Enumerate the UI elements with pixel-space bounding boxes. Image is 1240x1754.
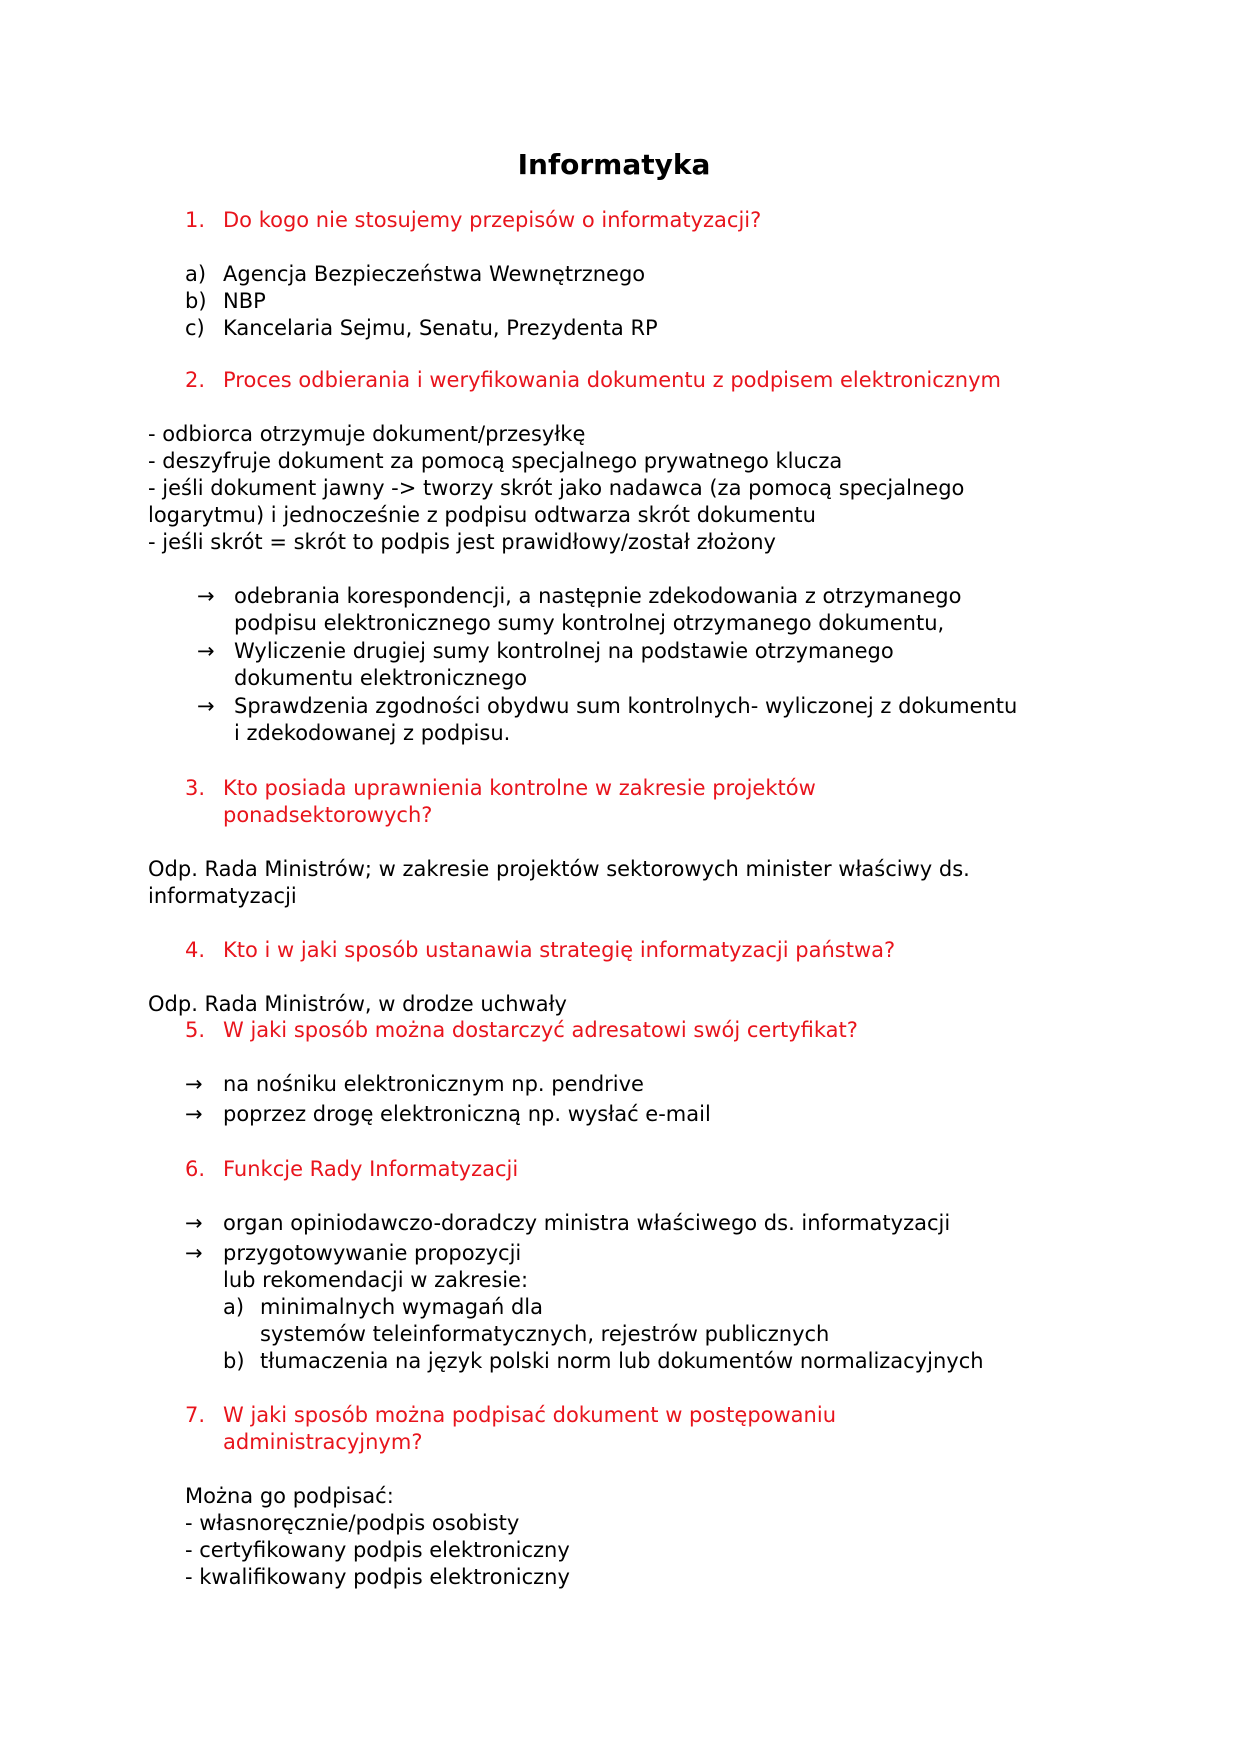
list-item: Kancelaria Sejmu, Senatu, Prezydenta RP [223, 316, 658, 340]
list-item: poprzez drogę elektroniczną np. wysłać e-mail [223, 1102, 711, 1126]
list-marker: a) [223, 1295, 245, 1319]
arrow-right-icon: → [197, 694, 215, 718]
list-item: organ opiniodawczo-doradczy ministra właściwego ds. informatyzacji [223, 1211, 951, 1235]
question-text: W jaki sposób można podpisać dokument w postępowaniu [223, 1403, 837, 1427]
question-number: 5. [185, 1018, 206, 1042]
list-item: Sprawdzenia zgodności obydwu sum kontrolnych- wyliczonej z dokumentu [234, 694, 1018, 718]
list-item: Wyliczenie drugiej sumy kontrolnej na podstawie otrzymanego [234, 639, 894, 663]
list-item: odebrania korespondencji, a następnie zdekodowania z otrzymanego [234, 584, 962, 608]
text-line: - własnoręcznie/podpis osobisty [185, 1511, 520, 1535]
list-marker: c) [185, 316, 205, 340]
list-item-cont: i zdekodowanej z podpisu. [234, 721, 511, 745]
answer-text: Odp. Rada Ministrów; w zakresie projektów sektorowych minister właściwy ds. [148, 857, 970, 881]
question-number: 7. [185, 1403, 206, 1427]
text-line: - kwalifikowany podpis elektroniczny [185, 1565, 570, 1589]
arrow-right-icon: → [185, 1211, 203, 1235]
list-item: przygotowywanie propozycji [223, 1241, 522, 1265]
arrow-right-icon: → [185, 1241, 203, 1265]
list-item: Agencja Bezpieczeństwa Wewnętrznego [223, 262, 646, 286]
text-line: - odbiorca otrzymuje dokument/przesyłkę [148, 422, 586, 446]
list-marker: a) [185, 262, 207, 286]
sub-list-item: minimalnych wymagań dla [260, 1295, 544, 1319]
question-text-cont: administracyjnym? [223, 1430, 423, 1454]
list-marker: b) [185, 289, 207, 313]
answer-intro: Można go podpisać: [185, 1484, 394, 1508]
question-number: 2. [185, 368, 206, 392]
list-item: NBP [223, 289, 266, 313]
arrow-right-icon: → [197, 584, 215, 608]
question-number: 4. [185, 938, 206, 962]
arrow-right-icon: → [185, 1072, 203, 1096]
question-text: Kto i w jaki sposób ustanawia strategię informatyzacji państwa? [223, 938, 896, 962]
question-text: Kto posiada uprawnienia kontrolne w zakresie projektów [223, 776, 816, 800]
list-item-cont: podpisu elektronicznego sumy kontrolnej otrzymanego dokumentu, [234, 611, 945, 635]
answer-4: Odp. Rada Ministrów, w drodze uchwały [148, 992, 567, 1016]
question-text: W jaki sposób można dostarczyć adresatowi swój certyfikat? [223, 1018, 858, 1042]
list-marker: b) [223, 1349, 245, 1373]
answer-text-cont: informatyzacji [148, 884, 297, 908]
sub-list-item: tłumaczenia na język polski norm lub dokumentów normalizacyjnych [260, 1349, 984, 1373]
list-item-cont: lub rekomendacji w zakresie: [223, 1268, 529, 1292]
question-number: 1. [185, 208, 206, 232]
sub-list-item-cont: systemów teleinformatycznych, rejestrów publicznych [260, 1322, 830, 1346]
question-text: Proces odbierania i weryfikowania dokumentu z podpisem elektronicznym [223, 368, 1002, 392]
text-line: - certyfikowany podpis elektroniczny [185, 1538, 570, 1562]
text-line: - jeśli skrót = skrót to podpis jest prawidłowy/został złożony [148, 530, 776, 554]
question-number: 6. [185, 1157, 206, 1181]
question-text: Funkcje Rady Informatyzacji [223, 1157, 519, 1181]
arrow-right-icon: → [197, 639, 215, 663]
question-number: 3. [185, 776, 206, 800]
page-title: Informatyka [517, 148, 711, 181]
text-line: - jeśli dokument jawny -> tworzy skrót jako nadawca (za pomocą specjalnego [148, 476, 965, 500]
list-item: na nośniku elektronicznym np. pendrive [223, 1072, 644, 1096]
question-text: Do kogo nie stosujemy przepisów o informatyzacji? [223, 208, 762, 232]
arrow-right-icon: → [185, 1102, 203, 1126]
text-line: logarytmu) i jednocześnie z podpisu odtwarza skrót dokumentu [148, 503, 816, 527]
question-text-cont: ponadsektorowych? [223, 803, 433, 827]
text-line: - deszyfruje dokument za pomocą specjalnego prywatnego klucza [148, 449, 843, 473]
list-item-cont: dokumentu elektronicznego [234, 666, 528, 690]
